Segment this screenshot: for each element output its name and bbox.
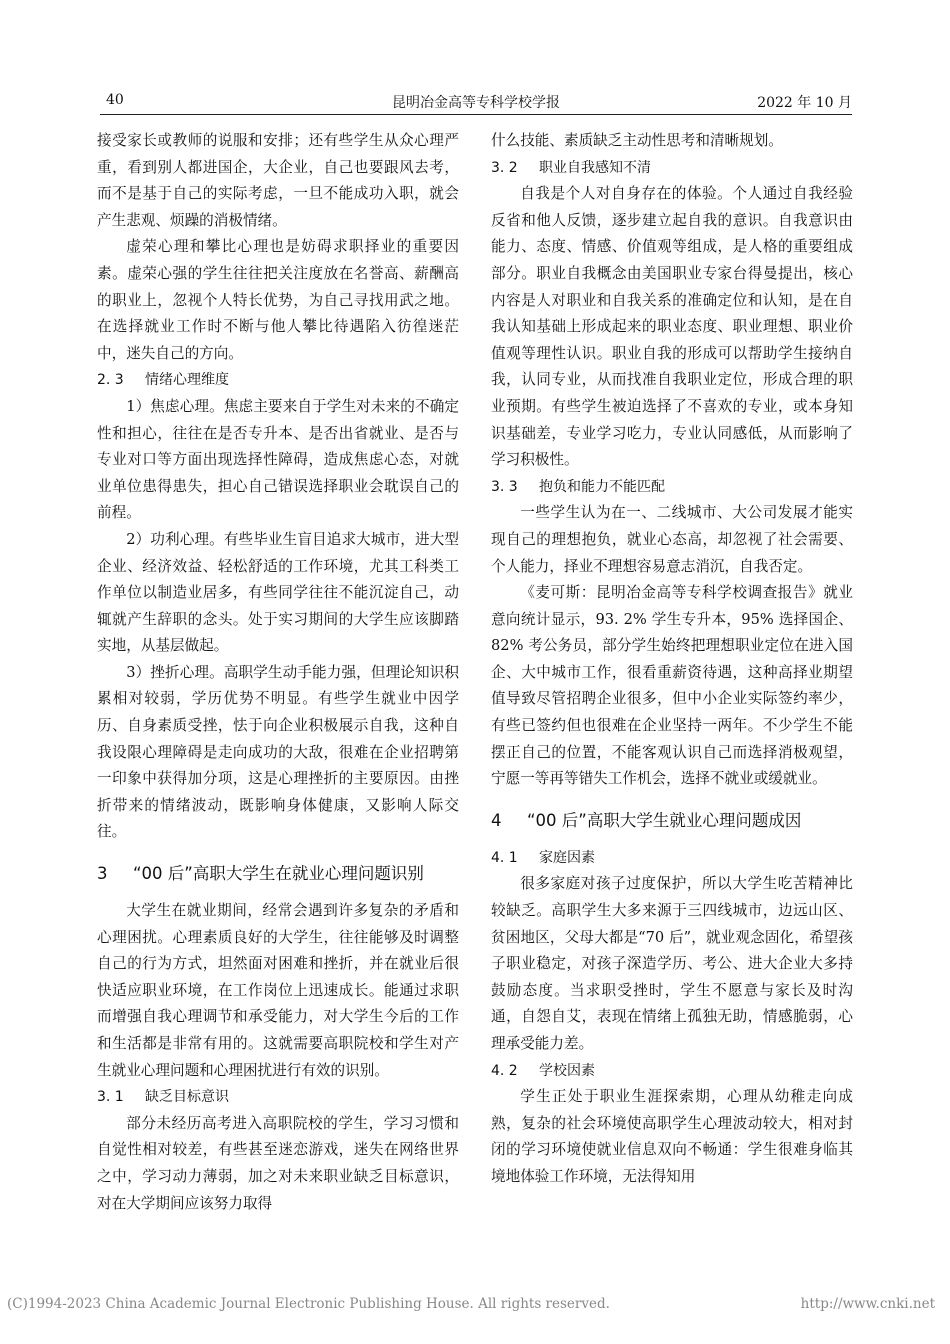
subsection-title: 职业自我感知不清 xyxy=(539,159,651,176)
paragraph: 什么技能、素质缺乏主动性思考和清晰规划。 xyxy=(491,132,783,149)
subsection-title: 抱负和能力不能匹配 xyxy=(539,478,665,495)
section-title: “00 后”高职大学生在就业心理问题识别 xyxy=(133,864,424,884)
subsection-title: 情绪心理维度 xyxy=(145,372,229,389)
paragraph: 《麦可斯：昆明冶金高等专科学校调查报告》就业意向统计显示，93. 2% 学生专升本，95% 选择国企、82% 考公务员，部分学生始终把理想职业定位在进入国企、大中城市工作，很看重薪资待遇，这种高择业期望值导致尽管招聘企业很多，但中小企业实际签约率少，有些已签约但也很难在企业坚持一两年。不少学生不能摆正自己的位置，不能客观认识自己而选择消极观望，宁愿一等再等错失工作机会，选择不就业或缓就业。 xyxy=(491,584,853,788)
cnki-url: http://www.cnki.net xyxy=(800,1296,935,1312)
paragraph: 大学生在就业期间，经常会遇到许多复杂的矛盾和心理困扰。心理素质良好的大学生，往往能够及时调整自己的行为方式，坦然面对困难和挫折，并在就业后很快适应职业环境，在工作岗位上迅速成长。能通过求职而增强自我心理调节和承受能力，对大学生今后的工作和生活都是非常有用的。这就需要高职院校和学生对产生就业心理问题和心理困扰进行有效的识别。 xyxy=(97,902,459,1079)
paragraph: 接受家长或教师的说服和安排；还有些学生从众心理严重，看到别人都进国企，大企业，自己也要跟风去考，而不是基于自己的实际考虑，一旦不能成功入职，就会产生悲观、烦躁的消极情绪。 xyxy=(97,132,459,229)
paragraph: 很多家庭对孩子过度保护，所以大学生吃苦精神比较缺乏。高职学生大多来源于三四线城市，边远山区、贫困地区，父母大都是“70 后”，就业观念固化，希望孩子职业稳定，对孩子深造学历、考公、进大企业大多持鼓励态度。当求职受挫时，学生不愿意与家长及时沟通，自怨自艾，表现在情绪上孤独无助，情感脆弱，心理承受能力差。 xyxy=(491,875,853,1052)
section-number: 3 xyxy=(97,864,108,884)
right-column xyxy=(491,128,853,1191)
subsection-number: 3. 2 xyxy=(491,159,518,176)
subsection-heading xyxy=(97,367,459,394)
section-heading xyxy=(491,807,853,835)
subsection-title: 学校因素 xyxy=(539,1062,595,1079)
paragraph: 一些学生认为在一、二线城市、大公司发展才能实现自己的理想抱负，就业心态高，却忽视了社会需要、个人能力，择业不理想容易意志消沉，自我否定。 xyxy=(491,504,853,575)
subsection-heading xyxy=(491,155,853,182)
subsection-heading xyxy=(491,845,853,872)
subsection-heading xyxy=(491,1058,853,1085)
paragraph: 3）挫折心理。高职学生动手能力强，但理论知识积累相对较弱，学历优势不明显。有些学生就业中因学历、自身素质受挫，怯于向企业积极展示自我，这种自我设限心理障碍是走向成功的大敌，很难在企业招聘第一印象中获得加分项，这是心理挫折的主要原因。由挫折带来的情绪波动，既影响身体健康，又影响人际交往。 xyxy=(97,663,459,841)
paragraph: 2）功利心理。有些毕业生盲目追求大城市，进大型企业、经济效益、轻松舒适的工作环境，尤其工科类工作单位以制造业居多，有些同学往往不能沉淀自己，动辄就产生辞职的念头。处于实习期间的大学生应该脚踏实地，从基层做起。 xyxy=(97,530,459,655)
copyright-notice: (C)1994-2023 China Academic Journal Electronic Publishing House. All rights reserved. xyxy=(7,1296,610,1312)
section-title: “00 后”高职大学生就业心理问题成因 xyxy=(527,810,802,830)
subsection-number: 2. 3 xyxy=(97,372,124,389)
subsection-heading xyxy=(97,1084,459,1111)
page-number: 40 xyxy=(106,92,124,108)
issue-date: 2022 年 10 月 xyxy=(757,95,852,111)
section-heading xyxy=(97,860,459,888)
journal-title: 昆明冶金高等专科学校学报 xyxy=(392,95,560,111)
subsection-title: 缺乏目标意识 xyxy=(145,1089,229,1106)
subsection-heading xyxy=(491,474,853,501)
paragraph: 自我是个人对自身存在的体验。个人通过自我经验反省和他人反馈，逐步建立起自我的意识。自我意识由能力、态度、情感、价值观等组成，是人格的重要组成部分。职业自我概念由美国职业专家台得曼提出，核心内容是人对职业和自我关系的准确定位和认知，是在自我认知基础上形成起来的职业态度、职业理想、职业价值观等理性认识。职业自我的形成可以帮助学生接纳自我，认同专业，从而找准自我职业定位，形成合理的职业预期。有些学生被迫选择了不喜欢的专业，或本身知识基础差，专业学习吃力，专业认同感低，从而影响了学习积极性。 xyxy=(491,185,853,469)
paragraph: 学生正处于职业生涯探索期，心理从幼稚走向成熟，复杂的社会环境使高职学生心理波动较大，相对封闭的学习环境使就业信息双向不畅通：学生很难身临其境地体验工作环境，无法得知用 xyxy=(491,1088,853,1185)
subsection-number: 3. 3 xyxy=(491,478,518,495)
paragraph: 虚荣心理和攀比心理也是妨碍求职择业的重要因素。虚荣心强的学生往往把关注度放在名誉高、薪酬高的职业上，忽视个人特长优势，为自己寻找用武之地。在选择就业工作时不断与他人攀比待遇陷入彷徨迷茫中，迷失自己的方向。 xyxy=(97,238,459,362)
subsection-number: 4. 1 xyxy=(491,849,518,866)
running-header xyxy=(100,88,852,115)
paragraph: 1）焦虑心理。焦虑主要来自于学生对未来的不确定性和担心，往往在是否专升本、是否出省就业、是否与专业对口等方面出现选择性障碍，造成焦虑心态，对就业单位患得患失，担心自己错误选择职业会耽误自己的前程。 xyxy=(97,397,459,522)
section-number: 4 xyxy=(491,810,502,830)
paragraph: 部分未经历高考进入高职院校的学生，学习习惯和自觉性相对较差，有些甚至迷恋游戏，迷失在网络世界之中，学习动力薄弱，加之对未来职业缺乏目标意识，对在大学期间应该努力取得 xyxy=(97,1114,459,1212)
subsection-number: 3. 1 xyxy=(97,1089,124,1106)
subsection-title: 家庭因素 xyxy=(539,849,595,866)
subsection-number: 4. 2 xyxy=(491,1062,518,1079)
left-column xyxy=(97,128,459,1217)
